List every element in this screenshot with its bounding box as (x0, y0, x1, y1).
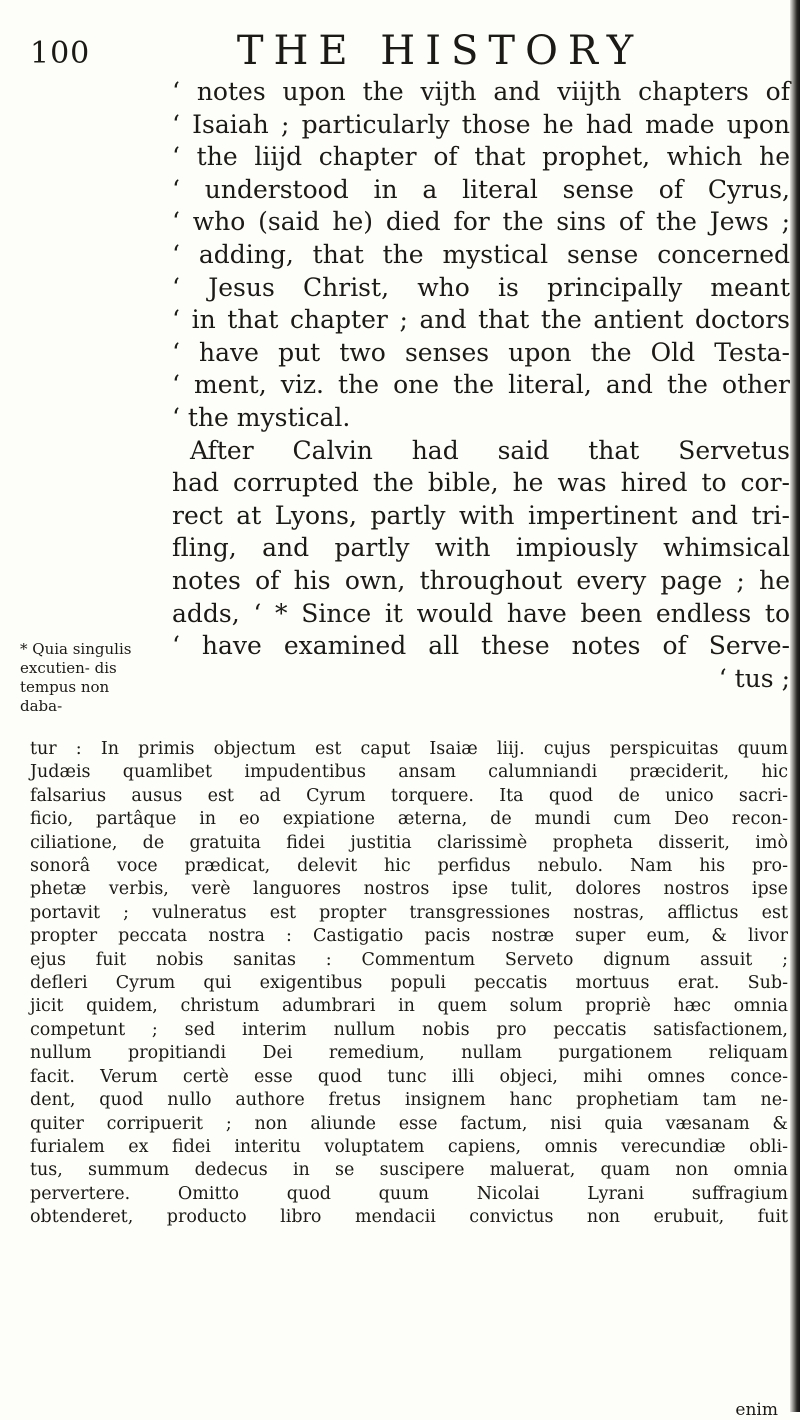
footnote-line: falsarius ausus est ad Cyrum torquere. Ita quod de unico sacri- (30, 785, 788, 806)
text-line (168, 500, 790, 533)
latin-footnote (30, 738, 788, 1230)
footnote-line: furialem ex fidei interitu voluptatem capiens, omnis verecundiæ obli- (30, 1136, 788, 1157)
text-line-content: ‘ the mystical. (172, 402, 351, 432)
footnote-line: phetæ verbis, verè languores nostros ipse tulit, dolores nostros ipse (30, 879, 788, 900)
footnote-line: ciliatione, de gratuita fidei justitia clarissimè propheta disserit, imò (30, 832, 788, 853)
text-line (168, 304, 790, 337)
footnote-line: obtenderet, producto libro mendacii convictus non erubuit, fuit (30, 1207, 788, 1228)
footnote-line: dent, quod nullo authore fretus insignem hanc prophetiam tam ne- (30, 1090, 788, 1111)
page-edge-shadow (790, 0, 800, 1412)
text-line-content: rect at Lyons, partly with impertinent and tri- (172, 500, 790, 530)
text-line (168, 109, 790, 142)
text-line-content: ‘ in that chapter ; and that the antient doctors (172, 305, 790, 335)
text-line (168, 467, 790, 500)
page-number: 100 (30, 36, 91, 71)
text-line-content: ‘ tus ; (718, 663, 790, 693)
text-line (168, 76, 790, 109)
text-line-content: ‘ ment, viz. the one the literal, and the other (172, 370, 790, 400)
footnote-line: quiter corripuerit ; non aliunde esse factum, nisi quia væsanam & (30, 1113, 788, 1134)
text-line-content: had corrupted the bible, he was hired to cor- (172, 468, 790, 498)
text-line (168, 630, 790, 663)
footnote-line: tus, summum dedecus in se suscipere maluerat, quam non omnia (30, 1160, 788, 1181)
text-line-content: ‘ have put two senses upon the Old Testa- (172, 337, 790, 367)
text-line (168, 141, 790, 174)
running-title: THE HISTORY (236, 28, 644, 74)
main-text (168, 76, 790, 695)
text-line (168, 239, 790, 272)
text-line-content: fling, and partly with impiously whimsical (172, 533, 790, 563)
text-line (168, 272, 790, 305)
catchword: enim (735, 1400, 778, 1420)
text-line (168, 174, 790, 207)
text-line-content: ‘ the liijd chapter of that prophet, which he (172, 142, 790, 172)
text-line (168, 402, 790, 435)
text-line (168, 435, 790, 468)
footnote-line: jicit quidem, christum adumbrari in quem solum propriè hæc omnia (30, 996, 788, 1017)
footnote-line: defleri Cyrum qui exigentibus populi peccatis mortuus erat. Sub- (30, 973, 788, 994)
text-line (168, 369, 790, 402)
text-line-content: adds, ‘ * Since it would have been endless to (172, 598, 790, 628)
text-line (168, 663, 790, 696)
text-line-content: notes of his own, throughout every page ; he (172, 565, 790, 595)
footnote-line: competunt ; sed interim nullum nobis pro peccatis satisfactionem, (30, 1019, 788, 1040)
footnote-line: sonorâ voce prædicat, delevit hic perfidus nebulo. Nam his pro- (30, 856, 788, 877)
footnote-line: propter peccata nostra : Castigatio pacis nostræ super eum, & livor (30, 926, 788, 947)
footnote-line: nullum propitiandi Dei remedium, nullam purgationem reliquam (30, 1043, 788, 1064)
text-line-content: ‘ have examined all these notes of Serve- (172, 631, 790, 661)
text-line (168, 532, 790, 565)
text-line (168, 565, 790, 598)
text-line-content: ‘ notes upon the vijth and viijth chapters of (172, 77, 790, 106)
text-line-content: ‘ who (said he) died for the sins of the Jews ; (172, 207, 790, 237)
text-line (168, 337, 790, 370)
text-line-content: ‘ adding, that the mystical sense concerned (172, 239, 790, 269)
text-line-content: ‘ Jesus Christ, who is principally meant (172, 272, 790, 302)
text-line-content: ‘ Isaiah ; particularly those he had made upon (172, 109, 790, 139)
text-line (168, 206, 790, 239)
footnote-line: Judæis quamlibet impudentibus ansam calumniandi præciderit, hic (30, 762, 788, 783)
footnote-line: pervertere. Omitto quod quum Nicolai Lyrani suffragium (30, 1183, 788, 1204)
footnote-line: ejus fuit nobis sanitas : Commentum Serveto dignum assuit ; (30, 949, 788, 970)
footnote-line: facit. Verum certè esse quod tunc illi objeci, mihi omnes conce- (30, 1066, 788, 1087)
text-line (168, 598, 790, 631)
footnote-line: ficio, partâque in eo expiatione æterna, de mundi cum Deo recon- (30, 809, 788, 830)
footnote-line: tur : In primis objectum est caput Isaiæ liij. cujus perspicuitas quum (30, 739, 788, 759)
footnote-line: portavit ; vulneratus est propter transgressiones nostras, afflictus est (30, 902, 788, 923)
text-line-content: ‘ understood in a literal sense of Cyrus, (172, 174, 790, 204)
margin-note: * Quia singulis excutien- dis tempus non daba- (20, 640, 132, 715)
text-line-content: After Calvin had said that Servetus (190, 435, 790, 465)
